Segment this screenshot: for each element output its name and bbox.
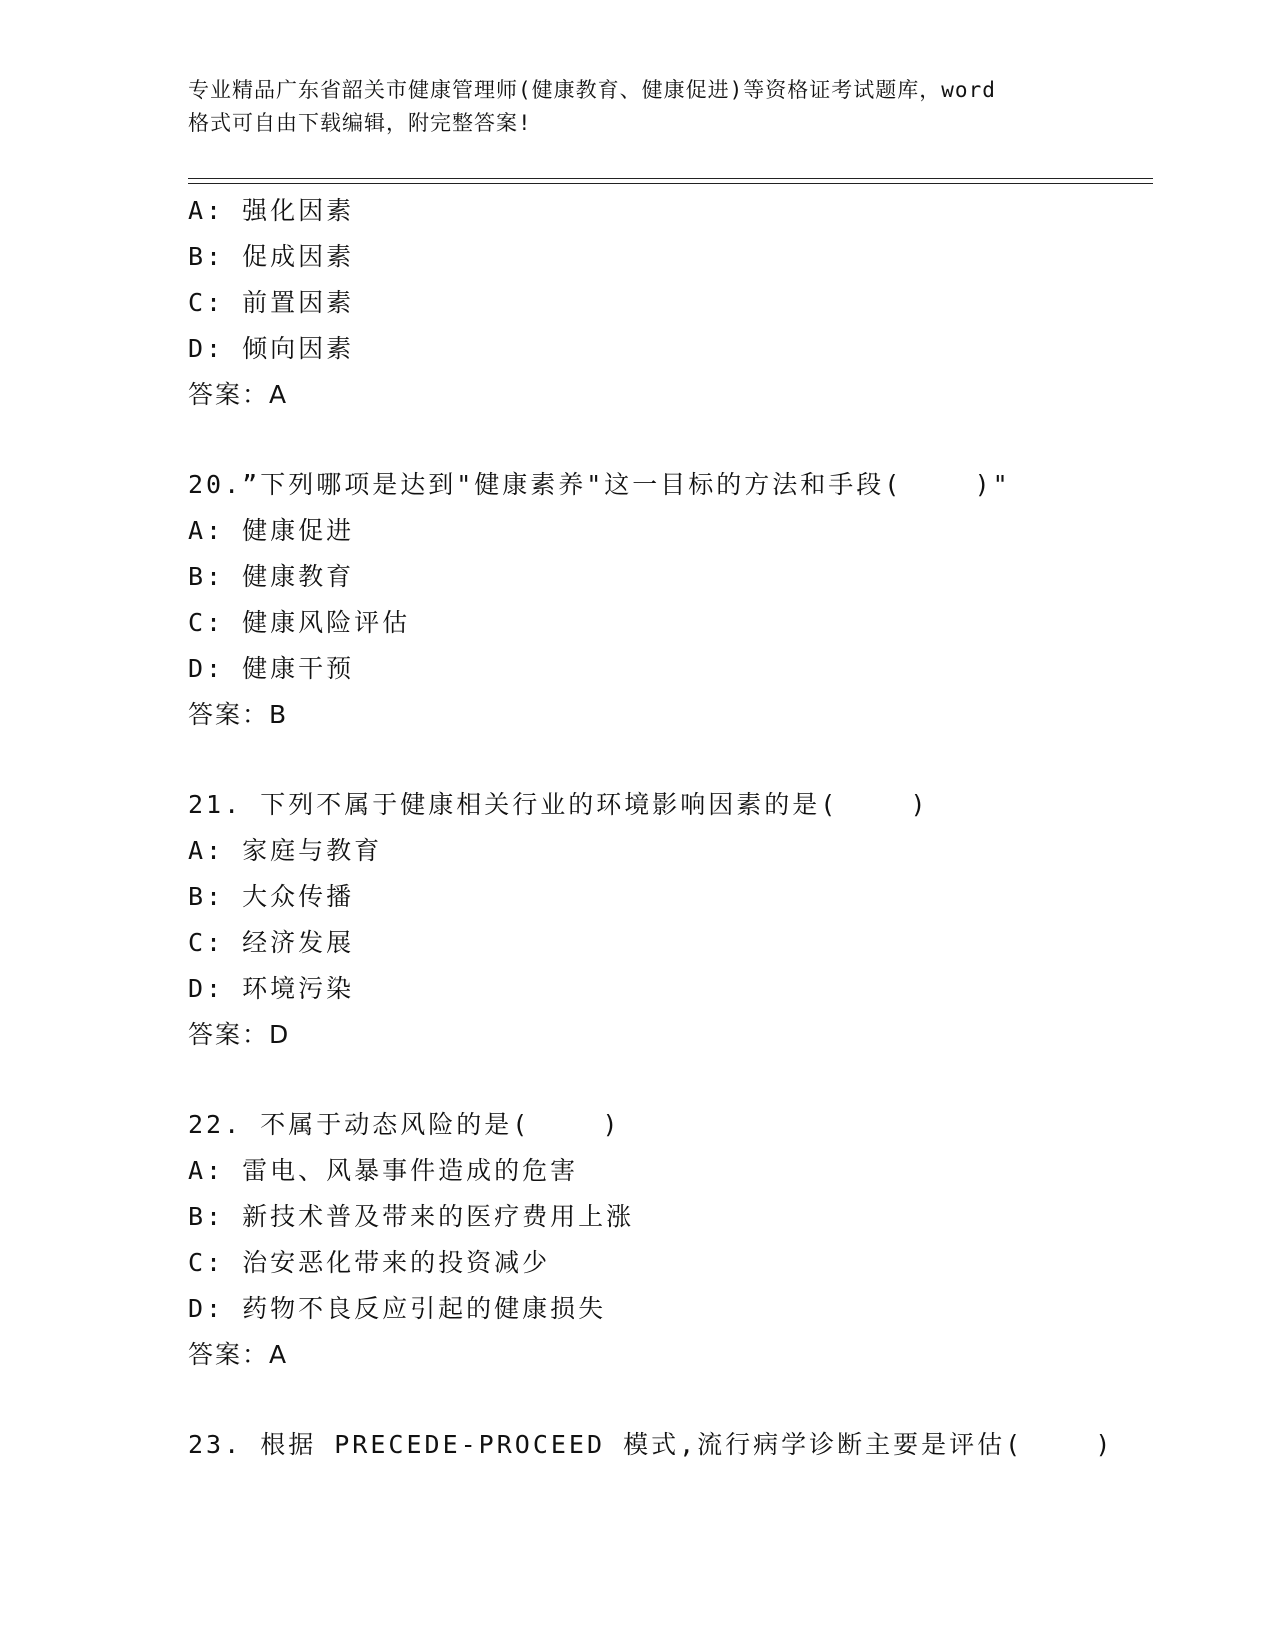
header-divider (188, 178, 1153, 184)
question-23: 23. 根据 PRECEDE-PROCEED 模式,流行病学诊断主要是评估( ) (188, 1430, 1114, 1459)
option-c: C: 健康风险评估 (188, 608, 411, 637)
question-list (188, 188, 1158, 1468)
option-c: C: 前置因素 (188, 288, 355, 317)
option-d: D: 倾向因素 (188, 334, 355, 363)
option-b: B: 促成因素 (188, 242, 355, 271)
option-a: A: 雷电、风暴事件造成的危害 (188, 1156, 579, 1185)
answer: 答案：B (188, 700, 289, 729)
question-21: 21. 下列不属于健康相关行业的环境影响因素的是( ) (188, 790, 929, 819)
header-line-1: 专业精品广东省韶关市健康管理师(健康教育、健康促进)等资格证考试题库，word (188, 78, 996, 102)
option-c: C: 经济发展 (188, 928, 355, 957)
question-20: 20.”下列哪项是达到"健康素养"这一目标的方法和手段( )" (188, 470, 1011, 499)
option-b: B: 新技术普及带来的医疗费用上涨 (188, 1202, 635, 1231)
header-line-2: 格式可自由下载编辑，附完整答案! (188, 111, 532, 135)
option-d: D: 健康干预 (188, 654, 355, 683)
option-a: A: 强化因素 (188, 196, 355, 225)
option-d: D: 药物不良反应引起的健康损失 (188, 1294, 607, 1323)
document-header (188, 74, 1088, 140)
question-22: 22. 不属于动态风险的是( ) (188, 1110, 621, 1139)
option-c: C: 治安恶化带来的投资减少 (188, 1248, 551, 1277)
answer: 答案：A (188, 380, 289, 409)
option-b: B: 健康教育 (188, 562, 355, 591)
option-b: B: 大众传播 (188, 882, 355, 911)
option-a: A: 健康促进 (188, 516, 355, 545)
answer: 答案：A (188, 1340, 289, 1369)
answer: 答案：D (188, 1020, 291, 1049)
option-a: A: 家庭与教育 (188, 836, 383, 865)
option-d: D: 环境污染 (188, 974, 355, 1003)
